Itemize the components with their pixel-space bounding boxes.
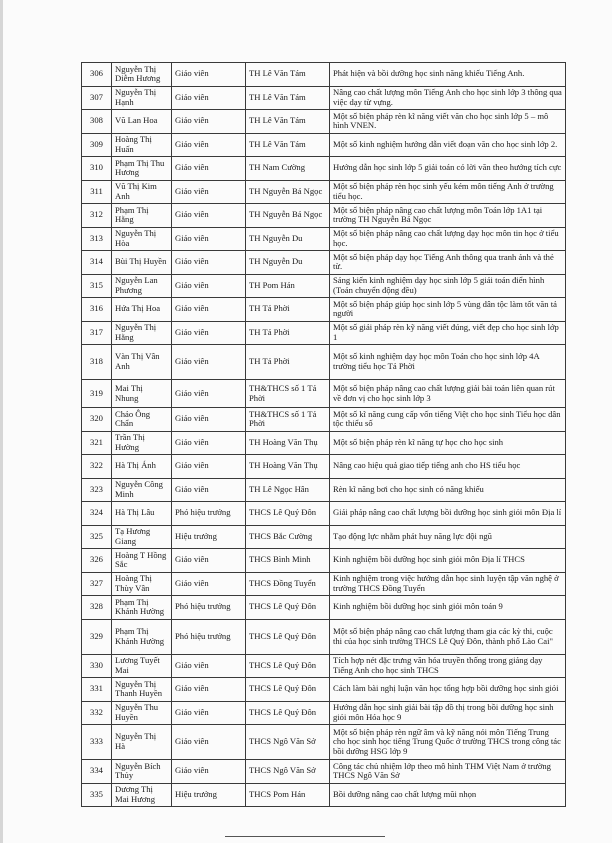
- position: Giáo viên: [172, 701, 246, 725]
- row-number: 320: [82, 408, 112, 432]
- school-name: THCS Bình Minh: [246, 549, 330, 573]
- school-name: THCS Lê Quý Đôn: [246, 596, 330, 620]
- table-row: [82, 619, 566, 654]
- initiative-title: Một số biện pháp nâng cao chất lượng môn Toán lớp 1A1 tại trường TH Nguyễn Bá Ngọc: [330, 204, 566, 228]
- position: Giáo viên: [172, 227, 246, 251]
- position: Giáo viên: [172, 86, 246, 110]
- school-name: TH Tả Phời: [246, 345, 330, 380]
- person-name: Nguyễn Thị Hòa: [112, 227, 172, 251]
- position: Giáo viên: [172, 725, 246, 760]
- position: Phó hiệu trưởng: [172, 502, 246, 526]
- person-name: Hoàng T Hồng Sắc: [112, 549, 172, 573]
- person-name: Bùi Thị Huyền: [112, 251, 172, 275]
- row-number: 335: [82, 783, 112, 807]
- row-number: 321: [82, 431, 112, 455]
- initiative-title: Phát hiện và bồi dưỡng học sinh năng khiếu Tiếng Anh.: [330, 63, 566, 87]
- initiative-title: Một số biện pháp dạy học Tiếng Anh thông qua tranh ảnh và thẻ từ.: [330, 251, 566, 275]
- table-row: [82, 525, 566, 549]
- initiative-title: Nâng cao chất lượng môn Tiếng Anh cho học sinh lớp 3 thông qua việc dạy từ vựng.: [330, 86, 566, 110]
- row-number: 325: [82, 525, 112, 549]
- person-name: Phạm Thị Khánh Hường: [112, 619, 172, 654]
- person-name: Mai Thị Nhung: [112, 380, 172, 408]
- table-row: [82, 408, 566, 432]
- table-row: [82, 321, 566, 345]
- table-row: [82, 251, 566, 275]
- table-row: [82, 110, 566, 134]
- table-row: [82, 204, 566, 228]
- initiative-title: Tạo động lực nhằm phát huy năng lực đội ngũ: [330, 525, 566, 549]
- person-name: Lương Tuyết Mai: [112, 654, 172, 678]
- initiative-title: Một số biện pháp rèn kĩ năng tự học cho học sinh: [330, 431, 566, 455]
- school-name: TH Pom Hán: [246, 274, 330, 298]
- position: Giáo viên: [172, 133, 246, 157]
- school-name: TH Lê Văn Tám: [246, 63, 330, 87]
- initiative-title: Một số kinh nghiệm dạy học môn Toán cho học sinh lớp 4A trường tiểu học Tả Phời: [330, 345, 566, 380]
- row-number: 331: [82, 678, 112, 702]
- initiative-title: Giải pháp nâng cao chất lượng bồi dưỡng học sinh giỏi môn Địa lí: [330, 502, 566, 526]
- row-number: 329: [82, 619, 112, 654]
- person-name: Vũ Lan Hoa: [112, 110, 172, 134]
- initiative-title: Một số kinh nghiệm hướng dẫn viết đoạn văn cho học sinh lớp 2.: [330, 133, 566, 157]
- row-number: 328: [82, 596, 112, 620]
- position: Hiệu trưởng: [172, 525, 246, 549]
- initiative-title: Sáng kiến kinh nghiệm dạy học sinh lớp 5 giải toán điển hình (Toán chuyển động đều): [330, 274, 566, 298]
- school-name: THCS Lê Quý Đôn: [246, 701, 330, 725]
- table-row: [82, 596, 566, 620]
- initiative-title: Rèn kĩ năng bơi cho học sinh có năng khiếu: [330, 478, 566, 502]
- initiative-title: Hướng dẫn học sinh giải bài tập đồ thị trong bồi dưỡng học sinh giỏi môn Hóa học 9: [330, 701, 566, 725]
- position: Giáo viên: [172, 654, 246, 678]
- initiative-title: Cách làm bài nghị luận văn học tổng hợp bồi dưỡng học sinh giỏi: [330, 678, 566, 702]
- position: Giáo viên: [172, 110, 246, 134]
- school-name: THCS Lê Quý Đôn: [246, 654, 330, 678]
- position: Giáo viên: [172, 760, 246, 784]
- table-row: [82, 478, 566, 502]
- person-name: Phạm Thị Khánh Hường: [112, 596, 172, 620]
- table-row: [82, 227, 566, 251]
- table-row: [82, 298, 566, 322]
- school-name: TH Nguyễn Bá Ngọc: [246, 204, 330, 228]
- position: Phó hiệu trưởng: [172, 619, 246, 654]
- position: Giáo viên: [172, 678, 246, 702]
- table-row: [82, 725, 566, 760]
- school-name: TH Tả Phời: [246, 321, 330, 345]
- position: Giáo viên: [172, 549, 246, 573]
- school-name: THCS Lê Quý Đôn: [246, 678, 330, 702]
- school-name: TH Lê Văn Tám: [246, 133, 330, 157]
- position: Giáo viên: [172, 274, 246, 298]
- position: Giáo viên: [172, 321, 246, 345]
- initiative-title: Hướng dẫn học sinh lớp 5 giải toán có lời văn theo hướng tích cực: [330, 157, 566, 181]
- school-name: TH Nguyễn Bá Ngọc: [246, 180, 330, 204]
- position: Giáo viên: [172, 572, 246, 596]
- initiative-title: Một số biện pháp nâng cao chất lượng tham gia các kỳ thi, cuộc thi của học sinh trường THCS Lê Quý Đôn, thành phố Lào Cai": [330, 619, 566, 654]
- person-name: Dương Thị Mai Hương: [112, 783, 172, 807]
- person-name: Nguyễn Lan Phương: [112, 274, 172, 298]
- table-row: [82, 63, 566, 87]
- table-row: [82, 654, 566, 678]
- person-name: Chảo Ông Chẩn: [112, 408, 172, 432]
- person-name: Hà Thị Ánh: [112, 455, 172, 479]
- person-name: Nguyễn Thị Hà: [112, 725, 172, 760]
- initiative-title: Một số biện pháp rèn ngữ âm và kỹ năng nói môn Tiếng Trung cho học sinh học tiếng Trung Quốc ở trường THCS trong công tác bồi dưỡng HSG lớp 9: [330, 725, 566, 760]
- school-name: THCS Lê Quý Đôn: [246, 502, 330, 526]
- row-number: 317: [82, 321, 112, 345]
- initiative-title: Một số biện pháp rèn kĩ năng viết văn cho học sinh lớp 5 – mô hình VNEN.: [330, 110, 566, 134]
- person-name: Hoàng Thị Thùy Vân: [112, 572, 172, 596]
- table-row: [82, 133, 566, 157]
- school-name: TH Hoàng Văn Thụ: [246, 431, 330, 455]
- person-name: Nguyễn Công Minh: [112, 478, 172, 502]
- initiative-title: Một số biện pháp nâng cao chất lượng giải bài toán liên quan rút về đơn vị cho học sinh lớp 3: [330, 380, 566, 408]
- initiative-title: Bồi dưỡng nâng cao chất lượng mũi nhọn: [330, 783, 566, 807]
- school-name: THCS Lê Quý Đôn: [246, 619, 330, 654]
- initiative-title: Một số biện pháp nâng cao chất lượng dạy học môn tin học ở tiểu học.: [330, 227, 566, 251]
- person-name: Trần Thị Hường: [112, 431, 172, 455]
- table-row: [82, 701, 566, 725]
- position: Phó hiệu trưởng: [172, 596, 246, 620]
- initiative-title: Công tác chủ nhiệm lớp theo mô hình THM Việt Nam ở trường THCS Ngô Văn Sở: [330, 760, 566, 784]
- table-body: [82, 63, 566, 807]
- table-row: [82, 431, 566, 455]
- position: Giáo viên: [172, 455, 246, 479]
- initiative-table: [81, 62, 566, 807]
- row-number: 313: [82, 227, 112, 251]
- person-name: Vàn Thị Vân Anh: [112, 345, 172, 380]
- table-row: [82, 455, 566, 479]
- person-name: Vũ Thị Kim Anh: [112, 180, 172, 204]
- position: Giáo viên: [172, 157, 246, 181]
- person-name: Hoàng Thị Huấn: [112, 133, 172, 157]
- row-number: 312: [82, 204, 112, 228]
- row-number: 330: [82, 654, 112, 678]
- position: Giáo viên: [172, 380, 246, 408]
- position: Hiệu trưởng: [172, 783, 246, 807]
- person-name: Tạ Hương Giang: [112, 525, 172, 549]
- school-name: TH Nguyễn Du: [246, 227, 330, 251]
- scan-edge: [0, 0, 3, 843]
- person-name: Nguyễn Thị Hằng: [112, 321, 172, 345]
- row-number: 332: [82, 701, 112, 725]
- school-name: THCS Bắc Cường: [246, 525, 330, 549]
- row-number: 323: [82, 478, 112, 502]
- initiative-title: Nâng cao hiệu quả giao tiếp tiếng anh cho HS tiểu học: [330, 455, 566, 479]
- position: Giáo viên: [172, 298, 246, 322]
- table-row: [82, 783, 566, 807]
- row-number: 309: [82, 133, 112, 157]
- position: Giáo viên: [172, 431, 246, 455]
- school-name: TH Nguyễn Du: [246, 251, 330, 275]
- initiative-title: Kinh nghiệm bồi dưỡng học sinh giỏi môn Địa lí THCS: [330, 549, 566, 573]
- table-row: [82, 549, 566, 573]
- position: Giáo viên: [172, 408, 246, 432]
- table-row: [82, 86, 566, 110]
- position: Giáo viên: [172, 251, 246, 275]
- footer-rule: [225, 836, 385, 837]
- position: Giáo viên: [172, 478, 246, 502]
- row-number: 306: [82, 63, 112, 87]
- table-row: [82, 380, 566, 408]
- position: Giáo viên: [172, 345, 246, 380]
- table-row: [82, 180, 566, 204]
- person-name: Nguyễn Thị Diễm Hương: [112, 63, 172, 87]
- school-name: TH&THCS số 1 Tả Phời: [246, 408, 330, 432]
- initiative-title: Kinh nghiệm bồi dưỡng học sinh giỏi môn toán 9: [330, 596, 566, 620]
- table-row: [82, 345, 566, 380]
- position: Giáo viên: [172, 180, 246, 204]
- row-number: 334: [82, 760, 112, 784]
- row-number: 310: [82, 157, 112, 181]
- person-name: Phạm Thị Thu Hương: [112, 157, 172, 181]
- table-row: [82, 502, 566, 526]
- school-name: TH&THCS số 1 Tả Phời: [246, 380, 330, 408]
- school-name: THCS Ngô Văn Sở: [246, 725, 330, 760]
- school-name: THCS Ngô Văn Sở: [246, 760, 330, 784]
- person-name: Phạm Thị Hằng: [112, 204, 172, 228]
- row-number: 308: [82, 110, 112, 134]
- initiative-title: Một số biện pháp rèn học sinh yếu kém môn tiếng Anh ở trường tiểu học.: [330, 180, 566, 204]
- row-number: 318: [82, 345, 112, 380]
- table-row: [82, 157, 566, 181]
- table-row: [82, 572, 566, 596]
- school-name: THCS Pom Hán: [246, 783, 330, 807]
- school-name: TH Tả Phời: [246, 298, 330, 322]
- school-name: TH Nam Cường: [246, 157, 330, 181]
- row-number: 319: [82, 380, 112, 408]
- row-number: 314: [82, 251, 112, 275]
- school-name: TH Lê Ngọc Hân: [246, 478, 330, 502]
- row-number: 307: [82, 86, 112, 110]
- school-name: THCS Đồng Tuyển: [246, 572, 330, 596]
- row-number: 316: [82, 298, 112, 322]
- table-row: [82, 274, 566, 298]
- position: Giáo viên: [172, 63, 246, 87]
- initiative-title: Tích hợp nét đặc trưng văn hóa truyền thống trong giảng dạy Tiếng Anh cho học sinh THCS: [330, 654, 566, 678]
- school-name: TH Hoàng Văn Thụ: [246, 455, 330, 479]
- row-number: 324: [82, 502, 112, 526]
- school-name: TH Lê Văn Tám: [246, 86, 330, 110]
- row-number: 311: [82, 180, 112, 204]
- initiative-title: Một số biện pháp giúp học sinh lớp 5 vùng dân tộc làm tốt văn tả người: [330, 298, 566, 322]
- table-row: [82, 760, 566, 784]
- table-row: [82, 678, 566, 702]
- row-number: 326: [82, 549, 112, 573]
- row-number: 322: [82, 455, 112, 479]
- row-number: 327: [82, 572, 112, 596]
- initiative-title: Một số kĩ năng cung cấp vốn tiếng Việt cho học sinh Tiểu học dân tộc thiểu số: [330, 408, 566, 432]
- person-name: Nguyễn Thu Huyền: [112, 701, 172, 725]
- person-name: Hà Thị Lâu: [112, 502, 172, 526]
- person-name: Nguyễn Thị Thanh Huyền: [112, 678, 172, 702]
- school-name: TH Lê Văn Tám: [246, 110, 330, 134]
- person-name: Nguyễn Bích Thủy: [112, 760, 172, 784]
- person-name: Hứa Thị Hoa: [112, 298, 172, 322]
- row-number: 315: [82, 274, 112, 298]
- position: Giáo viên: [172, 204, 246, 228]
- initiative-title: Một số giải pháp rèn kỹ năng viết đúng, viết đẹp cho học sinh lớp 1: [330, 321, 566, 345]
- initiative-title: Kinh nghiệm trong việc hướng dẫn học sinh luyện tập văn nghệ ở trường THCS Đồng Tuyển: [330, 572, 566, 596]
- row-number: 333: [82, 725, 112, 760]
- person-name: Nguyễn Thị Hạnh: [112, 86, 172, 110]
